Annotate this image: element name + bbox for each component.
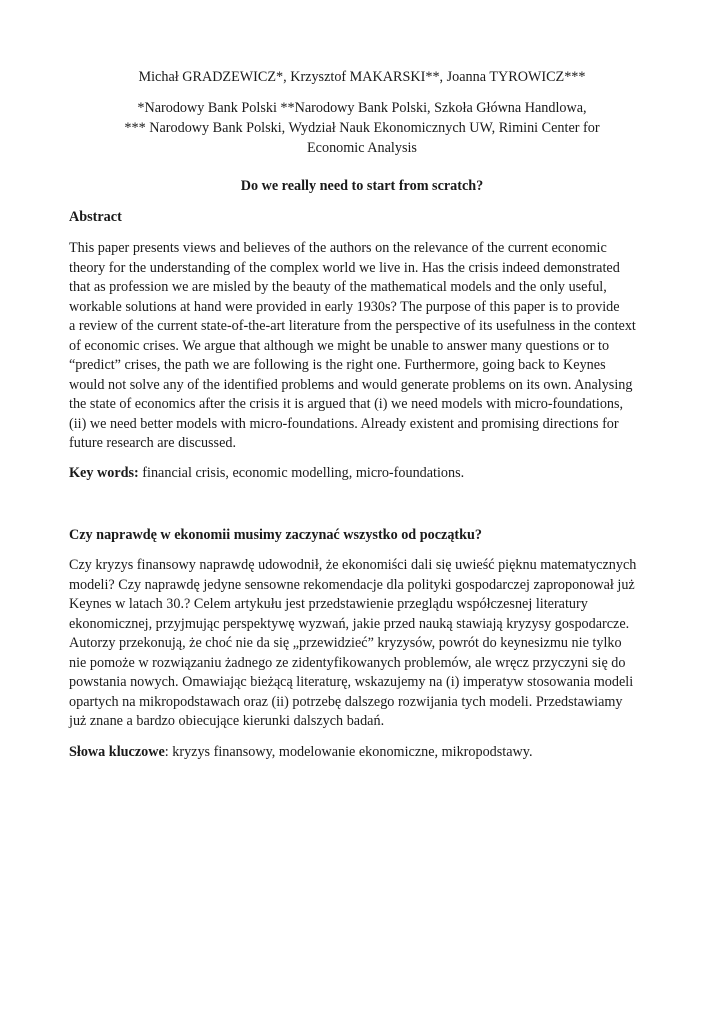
abstract-line: of economic crises. We argue that although we might be unable to answer many questions or to bbox=[69, 337, 610, 354]
streszczenie-body bbox=[69, 556, 655, 732]
author-list: Michał GRADZEWICZ*, Krzysztof MAKARSKI**, Joanna TYROWICZ*** bbox=[138, 69, 586, 85]
streszczenie-line: Autorzy przekonują, że choć nie da się „przewidzieć” kryzysów, powrót do keynesizmu nie tylko bbox=[69, 635, 622, 652]
abstract-line: future research are discussed. bbox=[69, 435, 237, 452]
streszczenie-line: modeli? Czy naprawdę jedyne sensowne rekomendacje dla polityki gospodarczej zaproponował już bbox=[69, 576, 635, 593]
abstract-line: that as profession we are misled by the beauty of the mathematical models and the only useful, bbox=[69, 279, 607, 296]
streszczenie-line: już znane a bardzo obiecujące kierunki dalszych badań. bbox=[69, 713, 385, 730]
keywords-text: financial crisis, economic modelling, micro-foundations. bbox=[138, 465, 465, 481]
affiliation-line-1: *Narodowy Bank Polski **Narodowy Bank Polski, Szkoła Główna Handlowa, bbox=[137, 100, 587, 116]
slowa-kluczowe-line bbox=[69, 743, 533, 763]
abstract-body bbox=[69, 239, 655, 454]
abstract-line: (ii) we need better models with micro-foundations. Already existent and promising directions for bbox=[69, 415, 619, 432]
paper-title-polish: Czy naprawdę w ekonomii musimy zaczynać wszystko od początku? bbox=[69, 527, 483, 543]
streszczenie-line: Keynes w latach 30.? Celem artykułu jest przedstawienie przeglądu współczesnej literatury bbox=[69, 596, 588, 613]
abstract-line: “predict” crises, the path we are following is the right one. Furthermore, going back to Keynes bbox=[69, 357, 606, 374]
slowa-kluczowe-label: Słowa kluczowe bbox=[69, 744, 165, 760]
streszczenie-line: ekonomicznej, przyjmując perspektywę wyzwań, jakie przed nauką stawiają kryzysy gospodarcze. bbox=[69, 615, 630, 632]
abstract-line: workable solutions at hand were provided in early 1930s? The purpose of this paper is to provide bbox=[69, 298, 620, 315]
abstract-heading: Abstract bbox=[69, 209, 122, 225]
abstract-line: would not solve any of the identified problems and would generate problems on its own. Analysing bbox=[69, 376, 633, 393]
slowa-kluczowe-text: : kryzys finansowy, modelowanie ekonomiczne, mikropodstawy. bbox=[164, 744, 533, 760]
keywords-label: Key words: bbox=[69, 465, 139, 481]
abstract-line: This paper presents views and believes of the authors on the relevance of the current economic bbox=[69, 240, 607, 256]
abstract-line: the state of economics after the crisis it is argued that (i) we need models with micro-foundations, bbox=[69, 396, 624, 413]
abstract-line: a review of the current state-of-the-art literature from the perspective of its usefulness in the context bbox=[69, 318, 636, 335]
streszczenie-line: powstania nowych. Omawiając bieżącą literaturę, wskazujemy na (i) imperatyw stosowania modeli bbox=[69, 674, 634, 691]
affiliation-line-3: Economic Analysis bbox=[307, 140, 417, 156]
affiliation-line-2: *** Narodowy Bank Polski, Wydział Nauk Ekonomicznych UW, Rimini Center for bbox=[124, 120, 600, 136]
streszczenie-line: opartych na mikropodstawach oraz (ii) potrzebę dalszego rozwijania tych modeli. Przedstawiamy bbox=[69, 693, 623, 710]
streszczenie-line: nie pomoże w rozwiązaniu żadnego ze zidentyfikowanych problemów, ale wręcz przyczyni się do bbox=[69, 654, 626, 671]
abstract-line: theory for the understanding of the complex world we live in. Has the crisis indeed demonstrated bbox=[69, 259, 620, 276]
streszczenie-line: Czy kryzys finansowy naprawdę udowodnił, że ekonomiści dali się uwieść pięknu matematycznych bbox=[69, 557, 637, 573]
keywords-line bbox=[69, 464, 464, 484]
paper-title-english: Do we really need to start from scratch? bbox=[240, 178, 484, 194]
